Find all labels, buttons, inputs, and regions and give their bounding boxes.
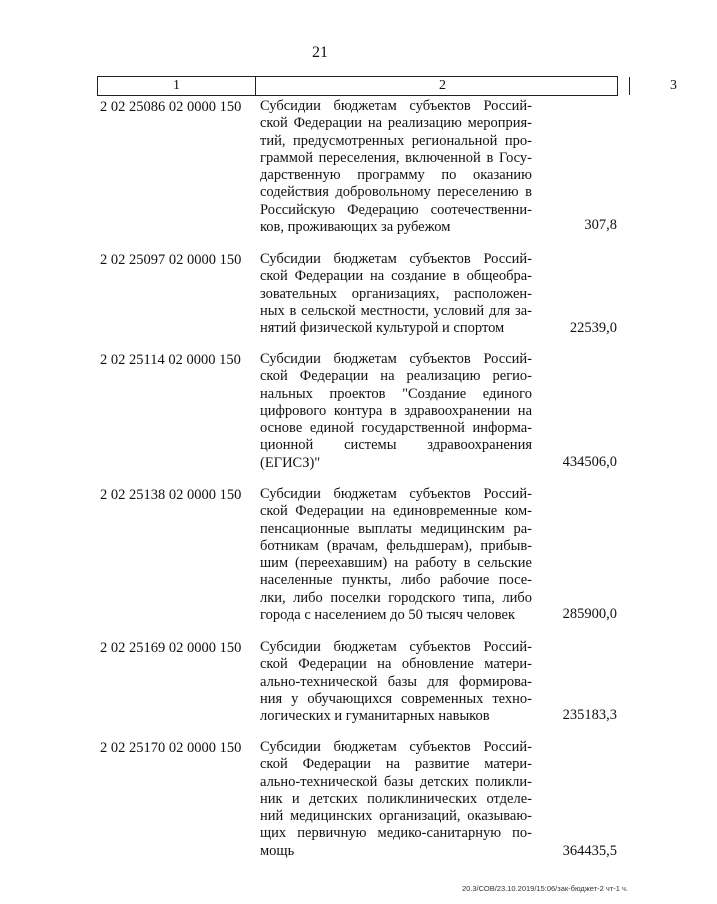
description-line: пенсационные выплаты медицинским ра-: [260, 520, 532, 537]
description-line: нальных проектов "Создание единого: [260, 385, 532, 402]
description-line: нятий физической культурой и спортом: [260, 320, 505, 337]
description-line: содействия добровольному переселению в: [260, 184, 532, 201]
amount: 285900,0: [562, 606, 617, 622]
description-line: города с населением до 50 тысяч человек: [260, 607, 516, 624]
description-line: логических и гуманитарных навыков: [260, 708, 490, 725]
amount: 235183,3: [562, 707, 617, 723]
description-line: лки, либо поселки городского типа, либо: [260, 589, 532, 606]
table-header: [97, 76, 677, 96]
amount: 434506,0: [562, 454, 617, 470]
row-description: [260, 98, 532, 236]
row-description: [260, 251, 532, 337]
description-line: Субсидии бюджетам субъектов Россий-: [260, 486, 532, 502]
description-line: ской Федерации на реализацию мероприя-: [260, 115, 532, 132]
row-description: [260, 486, 532, 624]
description-line: шим (переехавшим) на работу в сельские: [260, 555, 532, 572]
description-line: Субсидии бюджетам субъектов Россий-: [260, 98, 532, 114]
description-line: ской Федерации на реализацию регио-: [260, 368, 532, 385]
description-line: населенные пункты, либо рабочие посе-: [260, 572, 532, 589]
budget-code: 2 02 25138 02 0000 150: [100, 487, 242, 503]
description-line: ник и детских поликлинических отделе-: [260, 790, 532, 807]
description-line: мощь: [260, 842, 295, 859]
column-header-1: 1: [98, 77, 256, 95]
description-line: зовательных организациях, расположен-: [260, 285, 532, 302]
description-line: ционной системы здравоохранения: [260, 437, 532, 454]
budget-code: 2 02 25097 02 0000 150: [100, 252, 242, 268]
amount: 307,8: [584, 217, 617, 233]
amount: 22539,0: [569, 320, 617, 336]
row-description: [260, 739, 532, 860]
description-line: Субсидии бюджетам субъектов Россий-: [260, 639, 532, 655]
description-line: ков, проживающих за рубежом: [260, 219, 451, 236]
column-header-2: 2: [256, 77, 630, 95]
document-footer: 20.3/СОВ/23.10.2019/15:06/зак-бюджет-2 чт-1 ч.: [461, 884, 628, 893]
description-line: ний медицинских организаций, оказываю-: [260, 808, 532, 825]
row-description: [260, 351, 532, 472]
description-line: Субсидии бюджетам субъектов Россий-: [260, 351, 532, 367]
budget-code: 2 02 25086 02 0000 150: [100, 99, 242, 115]
description-line: ально-технической базы для формирова-: [260, 673, 532, 690]
row-description: [260, 639, 532, 725]
description-line: ской Федерации на единовременные ком-: [260, 503, 532, 520]
description-line: ных в сельской местности, условий для за-: [260, 302, 532, 319]
page-number: 21: [312, 44, 328, 61]
budget-code: 2 02 25169 02 0000 150: [100, 640, 242, 656]
description-line: граммой переселения, включенной в Госу-: [260, 149, 532, 166]
amount: 364435,5: [562, 843, 617, 859]
description-line: ской Федерации на развитие матери-: [260, 756, 532, 773]
description-line: щих первичную медико-санитарную по-: [260, 825, 532, 842]
description-line: (ЕГИСЗ)": [260, 454, 321, 471]
description-line: Субсидии бюджетам субъектов Россий-: [260, 251, 532, 267]
description-line: ботникам (врачам, фельдшерам), прибыв-: [260, 537, 532, 554]
description-line: Субсидии бюджетам субъектов Россий-: [260, 739, 532, 755]
description-line: основе единой государственной информа-: [260, 420, 532, 437]
description-line: дарственную программу по оказанию: [260, 167, 532, 184]
budget-code: 2 02 25170 02 0000 150: [100, 740, 242, 756]
column-header-3: 3: [670, 78, 677, 93]
description-line: ния у обучающихся современных техно-: [260, 690, 532, 707]
description-line: тий, предусмотренных региональной про-: [260, 132, 532, 149]
description-line: ской Федерации на создание в общеобра-: [260, 268, 532, 285]
description-line: цифрового контура в здравоохранении на: [260, 402, 532, 419]
description-line: Российскую Федерацию соотечественни-: [260, 201, 532, 218]
budget-code: 2 02 25114 02 0000 150: [100, 352, 241, 368]
description-line: ально-технической базы детских поликли-: [260, 773, 532, 790]
description-line: ской Федерации на обновление матери-: [260, 656, 532, 673]
